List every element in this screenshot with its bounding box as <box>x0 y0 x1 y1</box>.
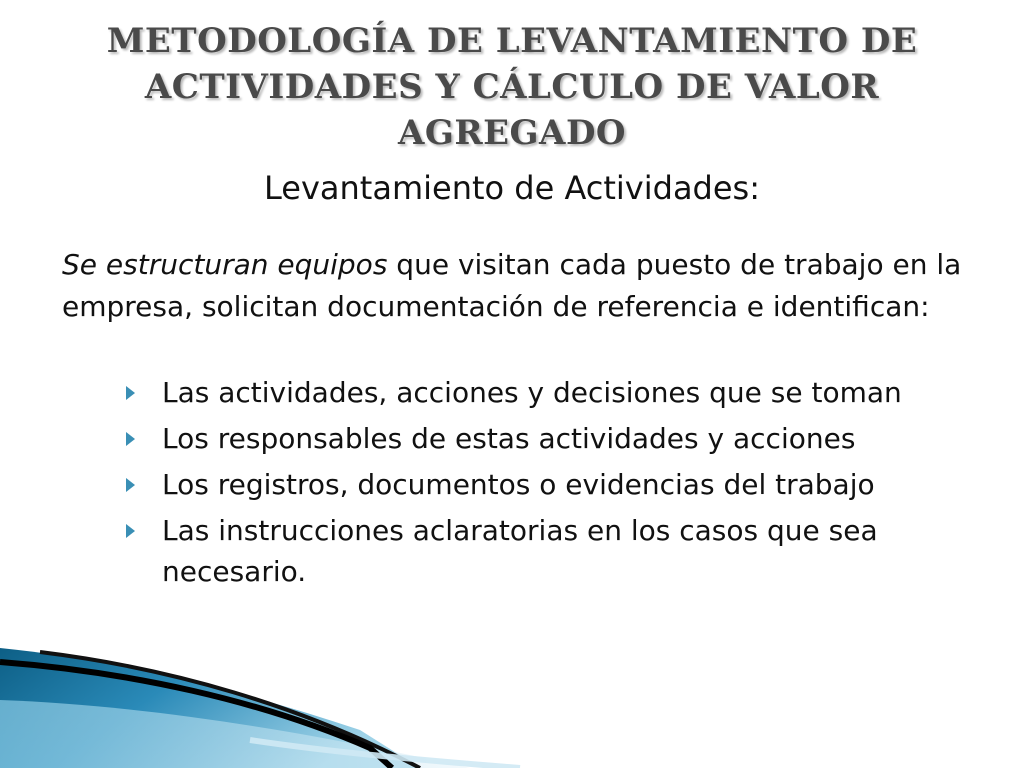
slide-title <box>40 18 984 156</box>
wave-stroke-dark-2 <box>0 662 392 768</box>
intro-emphasis: Se estructuran equipos <box>62 248 388 281</box>
triangle-bullet-icon <box>126 386 135 400</box>
list-item <box>118 418 978 459</box>
wave-glint <box>250 740 520 768</box>
bullet-list <box>118 372 978 597</box>
bullet-text: Las actividades, acciones y decisiones que se toman <box>162 376 902 409</box>
triangle-bullet-icon <box>126 432 135 446</box>
title-line-3: AGREGADO <box>397 113 627 153</box>
intro-text: que visitan cada puesto de trabajo en la empresa, solicitan documentación de referencia e identifican: <box>62 248 962 323</box>
bullet-text: Los responsables de estas actividades y acciones <box>162 422 856 455</box>
section-subtitle: Levantamiento de Actividades: <box>264 169 760 207</box>
triangle-bullet-icon <box>126 524 135 538</box>
wave-band-blue <box>0 648 420 768</box>
wave-stroke-dark <box>40 652 420 768</box>
title-line-2: ACTIVIDADES Y CÁLCULO DE VALOR <box>144 67 880 107</box>
list-item <box>118 372 978 413</box>
list-item <box>118 510 978 592</box>
intro-paragraph <box>62 244 962 328</box>
list-item <box>118 464 978 505</box>
title-line-1: METODOLOGÍA DE LEVANTAMIENTO DE <box>106 21 918 61</box>
bullet-text: Las instrucciones aclaratorias en los casos que sea necesario. <box>162 514 878 588</box>
bullet-text: Los registros, documentos o evidencias del trabajo <box>162 468 875 501</box>
wave-band-light <box>0 700 470 768</box>
triangle-bullet-icon <box>126 478 135 492</box>
